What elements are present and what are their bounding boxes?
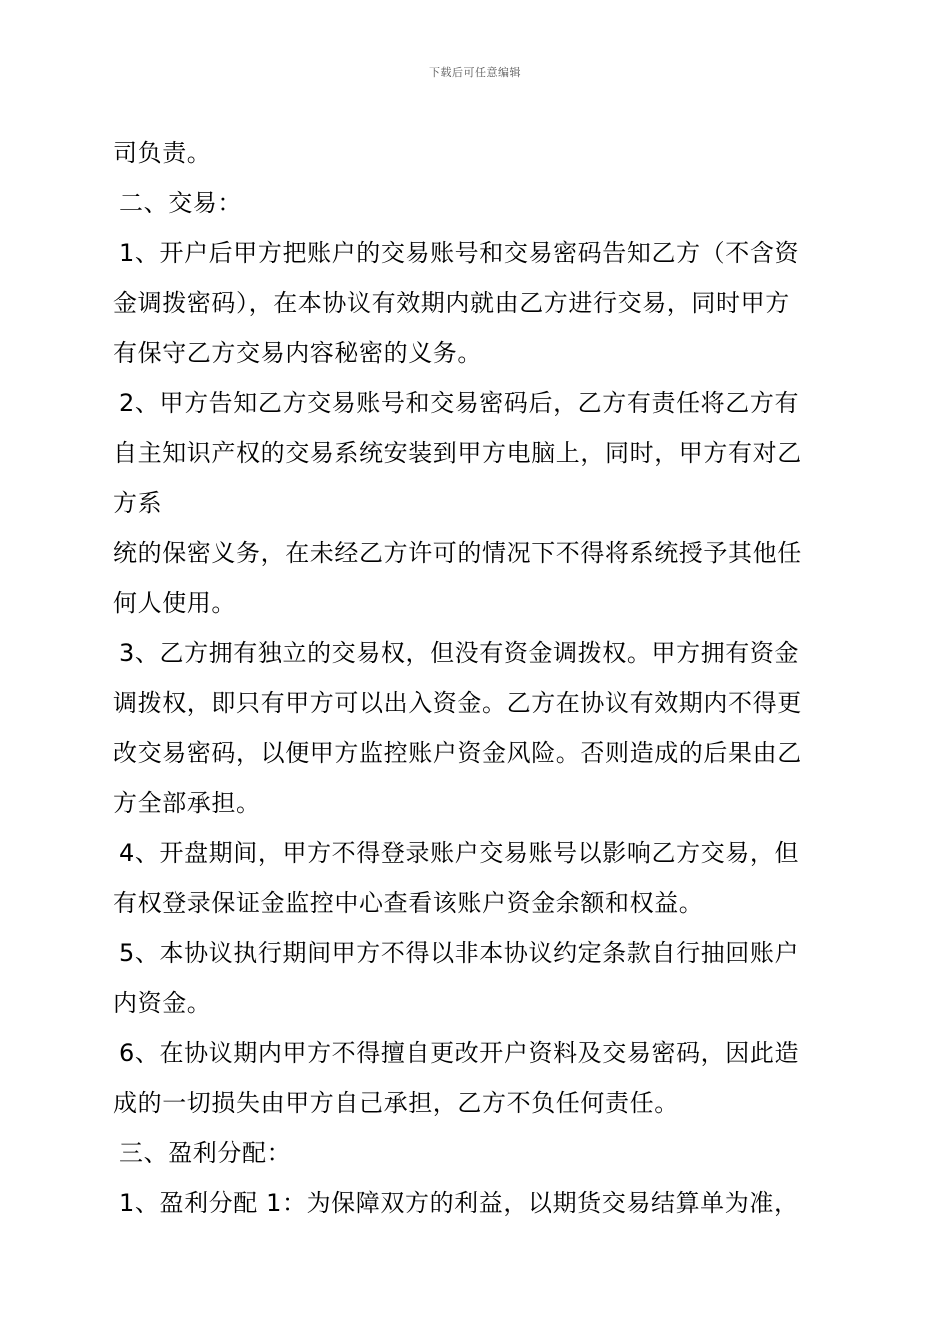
text-line: 何人使用。 (113, 589, 236, 617)
document-body (113, 128, 843, 1228)
text-line: 方全部承担。 (113, 789, 261, 817)
text-line: 改交易密码，以便甲方监控账户资金风险。否则造成的后果由乙 (113, 739, 802, 767)
clause-line: 6、在协议期内甲方不得擅自更改开户资料及交易密码，因此造 (119, 1039, 800, 1067)
page-header: 下载后可任意编辑 (429, 66, 521, 79)
section-heading: 三、盈利分配： (119, 1139, 292, 1167)
text-line: 方系 (113, 489, 163, 517)
text-line: 统的保密义务，在未经乙方许可的情况下不得将系统授予其他任 (113, 539, 802, 567)
clause-line: 1、盈利分配 1：为保障双方的利益，以期货交易结算单为准， (119, 1189, 799, 1217)
text-line: 金调拨密码），在本协议有效期内就由乙方进行交易，同时甲方 (113, 289, 790, 317)
text-line: 有权登录保证金监控中心查看该账户资金余额和权益。 (113, 889, 704, 917)
clause-line: 3、乙方拥有独立的交易权，但没有资金调拨权。甲方拥有资金 (119, 639, 800, 667)
clause-line: 2、甲方告知乙方交易账号和交易密码后，乙方有责任将乙方有 (119, 389, 800, 417)
clause-line: 5、本协议执行期间甲方不得以非本协议约定条款自行抽回账户 (119, 939, 800, 967)
text-line: 司负责。 (113, 139, 212, 167)
clause-line: 1、开户后甲方把账户的交易账号和交易密码告知乙方（不含资 (119, 239, 800, 267)
text-line: 有保守乙方交易内容秘密的义务。 (113, 339, 482, 367)
text-line: 成的一切损失由甲方自己承担，乙方不负任何责任。 (113, 1089, 679, 1117)
text-line: 自主知识产权的交易系统安装到甲方电脑上，同时，甲方有对乙 (113, 439, 802, 467)
text-line: 调拨权，即只有甲方可以出入资金。乙方在协议有效期内不得更 (113, 689, 802, 717)
text-line: 内资金。 (113, 989, 212, 1017)
section-heading: 二、交易： (119, 189, 242, 217)
clause-line: 4、开盘期间，甲方不得登录账户交易账号以影响乙方交易，但 (119, 839, 800, 867)
